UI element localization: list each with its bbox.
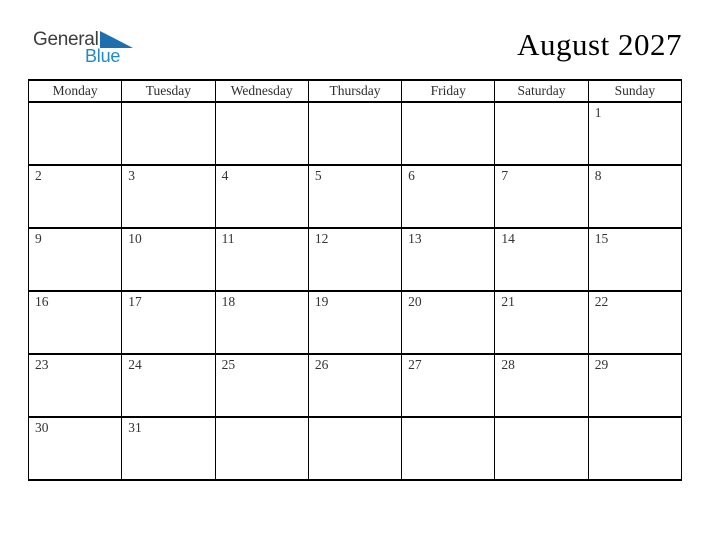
date-cell: 14 — [495, 228, 588, 291]
date-cell: 3 — [122, 165, 215, 228]
day-header-monday: Monday — [29, 80, 122, 102]
day-header-friday: Friday — [402, 80, 495, 102]
date-cell: 28 — [495, 354, 588, 417]
date-cell — [588, 417, 681, 480]
date-cell: 10 — [122, 228, 215, 291]
date-cell — [308, 102, 401, 165]
date-cell — [122, 102, 215, 165]
date-cell: 1 — [588, 102, 681, 165]
date-cell: 22 — [588, 291, 681, 354]
date-cell: 16 — [29, 291, 122, 354]
date-cell: 11 — [215, 228, 308, 291]
date-cell — [495, 417, 588, 480]
logo-text-general: General — [33, 29, 99, 50]
date-cell: 4 — [215, 165, 308, 228]
day-header-row — [29, 80, 682, 102]
date-cell: 17 — [122, 291, 215, 354]
calendar-body — [29, 102, 682, 480]
date-cell: 30 — [29, 417, 122, 480]
date-cell — [29, 102, 122, 165]
date-cell: 6 — [402, 165, 495, 228]
date-cell: 31 — [122, 417, 215, 480]
day-header-saturday: Saturday — [495, 80, 588, 102]
date-cell: 23 — [29, 354, 122, 417]
week-row-5 — [29, 354, 682, 417]
date-cell: 9 — [29, 228, 122, 291]
date-cell: 19 — [308, 291, 401, 354]
date-cell: 24 — [122, 354, 215, 417]
date-cell: 7 — [495, 165, 588, 228]
date-cell — [495, 102, 588, 165]
date-cell: 2 — [29, 165, 122, 228]
date-cell: 25 — [215, 354, 308, 417]
date-cell — [402, 102, 495, 165]
date-cell: 13 — [402, 228, 495, 291]
week-row-3 — [29, 228, 682, 291]
general-blue-logo — [33, 30, 133, 65]
date-cell: 29 — [588, 354, 681, 417]
logo-text-blue: Blue — [85, 46, 121, 66]
week-row-1 — [29, 102, 682, 165]
calendar-header — [29, 80, 682, 102]
date-cell — [215, 102, 308, 165]
date-cell: 26 — [308, 354, 401, 417]
date-cell: 5 — [308, 165, 401, 228]
day-header-sunday: Sunday — [588, 80, 681, 102]
date-cell — [215, 417, 308, 480]
date-cell: 18 — [215, 291, 308, 354]
date-cell: 15 — [588, 228, 681, 291]
date-cell: 27 — [402, 354, 495, 417]
date-cell: 8 — [588, 165, 681, 228]
calendar-grid — [28, 79, 682, 481]
date-cell: 21 — [495, 291, 588, 354]
month-title: August 2027 — [517, 27, 682, 62]
date-cell: 12 — [308, 228, 401, 291]
week-row-2 — [29, 165, 682, 228]
week-row-6 — [29, 417, 682, 480]
day-header-wednesday: Wednesday — [215, 80, 308, 102]
day-header-tuesday: Tuesday — [122, 80, 215, 102]
week-row-4 — [29, 291, 682, 354]
date-cell: 20 — [402, 291, 495, 354]
day-header-thursday: Thursday — [308, 80, 401, 102]
date-cell — [308, 417, 401, 480]
date-cell — [402, 417, 495, 480]
